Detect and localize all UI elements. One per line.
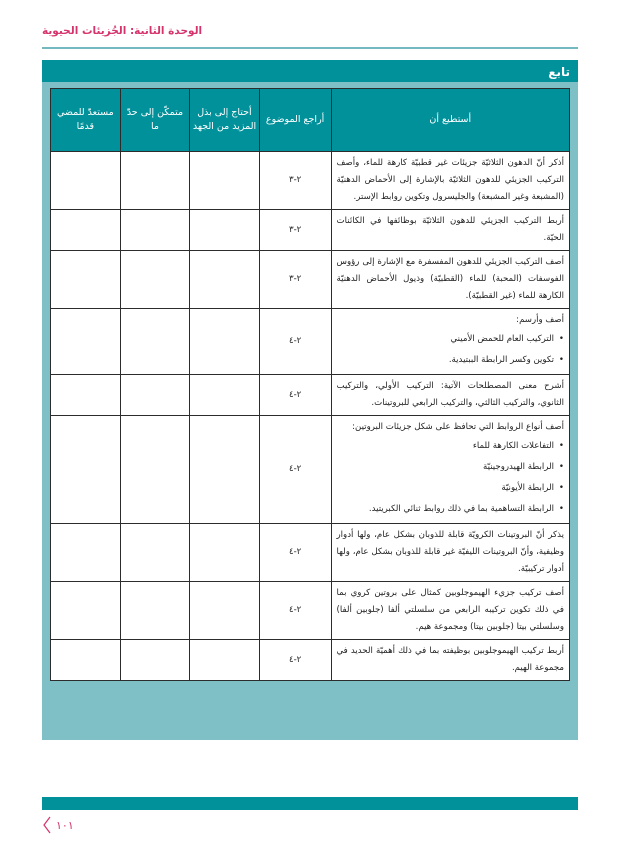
page-number: ١٠١ [56,818,74,832]
objective-cell [331,375,569,416]
table-row [51,152,570,210]
topic-reference: ٢-٤ [259,375,331,416]
somewhat-confident-checkbox-cell[interactable] [120,375,190,416]
table-row [51,640,570,681]
chevron-left-icon [42,816,52,834]
objective-cell [331,309,569,375]
panel-title: تابع [42,60,578,82]
ready-checkbox-cell[interactable] [51,152,121,210]
topic-reference: ٢-٤ [259,416,331,524]
somewhat-confident-checkbox-cell[interactable] [120,152,190,210]
objective-cell [331,251,569,309]
bullet-item: • التفاعلات الكارهة للماء [337,436,564,457]
objective-text: أصف تركيب جزيء الهيموجلوبين كمثال على بروتين كروي بما في ذلك تكوين تركيبه الرابعي من سلسلتي ألفا (جلوبين ألفا) وسلسلتي بيتا (جلوبين بيتا) ومجموعة هيم. [336,588,564,632]
need-effort-checkbox-cell[interactable] [190,375,259,416]
need-effort-checkbox-cell[interactable] [190,152,259,210]
ready-checkbox-cell[interactable] [51,582,121,640]
bullet-item: • الرابطة التساهمية بما في ذلك روابط ثنائي الكبريتيد. [337,499,564,520]
objective-cell [331,210,569,251]
column-header-somewhat-confident: متمكّن إلى حدّ ما [120,89,190,152]
bullet-item: • التركيب العام للحمض الأميني [337,329,564,350]
table-row [51,309,570,375]
footer-bar [42,797,578,810]
objective-text: يذكر أنّ البروتينات الكرويّة قابلة للذوبان بشكل عام، ولها أدوار وظيفية، وأنّ البروتينات الليفيّة غير قابلة للذوبان بشكل عام، ولها أدوار تركيبيّة. [336,530,564,574]
objective-cell [331,582,569,640]
objective-bullets [337,329,564,371]
objective-text: أصف أنواع الروابط التي تحافظ على شكل جزيئات البروتين: [352,422,564,432]
column-header-ready: مستعدّ للمضي قدمًا [51,89,121,152]
ready-checkbox-cell[interactable] [51,524,121,582]
topic-reference: ٢-٤ [259,524,331,582]
column-header-need-effort: أحتاج إلى بذل المزيد من الجهد [190,89,259,152]
need-effort-checkbox-cell[interactable] [190,309,259,375]
column-header-review: أراجع الموضوع [259,89,331,152]
table-row [51,251,570,309]
ready-checkbox-cell[interactable] [51,640,121,681]
ready-checkbox-cell[interactable] [51,375,121,416]
objective-cell [331,416,569,524]
self-assessment-panel [42,60,578,740]
table-row [51,416,570,524]
unit-title: الوحدة الثانية: الجُزيئات الحيوية [42,25,203,37]
somewhat-confident-checkbox-cell[interactable] [120,582,190,640]
table-row [51,210,570,251]
objective-bullets [337,436,564,520]
unit-header [42,25,578,37]
need-effort-checkbox-cell[interactable] [190,416,259,524]
self-assessment-table [50,88,570,681]
need-effort-checkbox-cell[interactable] [190,524,259,582]
somewhat-confident-checkbox-cell[interactable] [120,524,190,582]
somewhat-confident-checkbox-cell[interactable] [120,210,190,251]
table-row [51,582,570,640]
objective-cell [331,152,569,210]
need-effort-checkbox-cell[interactable] [190,251,259,309]
objective-text: أربط التركيب الجزيئي للدهون الثلاثيّة بوظائفها في الكائنات الحيّة. [336,216,564,243]
ready-checkbox-cell[interactable] [51,251,121,309]
objective-text: أشرح معنى المصطلحات الآتية: التركيب الأولي، والتركيب الثانوي، والتركيب الثالثي، والتركيب الرابعي للبروتينات. [336,381,564,408]
objective-cell [331,640,569,681]
objective-text: أصف التركيب الجزيئي للدهون المفسفرة مع الإشارة إلى رؤوس الفوسفات (المحبة) للماء (القطبيّة) وذيول الأحماض الدهنيّة الكارهة للماء (غير القطبيّة). [336,257,564,301]
somewhat-confident-checkbox-cell[interactable] [120,251,190,309]
bullet-item: • الرابطة الأيونيّة [337,478,564,499]
somewhat-confident-checkbox-cell[interactable] [120,309,190,375]
topic-reference: ٢-٣ [259,251,331,309]
table-row [51,375,570,416]
objective-cell [331,524,569,582]
table-header-row [51,89,570,152]
ready-checkbox-cell[interactable] [51,210,121,251]
page-number-block [42,816,74,834]
topic-reference: ٢-٣ [259,210,331,251]
bullet-item: • الرابطة الهيدروجينيّة [337,457,564,478]
ready-checkbox-cell[interactable] [51,309,121,375]
need-effort-checkbox-cell[interactable] [190,640,259,681]
topic-reference: ٢-٤ [259,640,331,681]
table-row [51,524,570,582]
topic-reference: ٢-٤ [259,582,331,640]
objective-text: أصف وأرسم: [516,315,564,325]
topic-reference: ٢-٣ [259,152,331,210]
topic-reference: ٢-٤ [259,309,331,375]
somewhat-confident-checkbox-cell[interactable] [120,640,190,681]
column-header-can: أستطيع أن [331,89,569,152]
ready-checkbox-cell[interactable] [51,416,121,524]
header-divider [42,47,578,49]
objective-text: أذكر أنّ الدهون الثلاثيّة جزيئات غير قطبيّة كارهة للماء، وأصف التركيب الجزيئي للدهون الثلاثيّة بالإشارة إلى الأحماض الدهنيّة (المشبعة وغير المشبعة) والجليسرول وتكوين روابط الإستر. [336,158,564,202]
need-effort-checkbox-cell[interactable] [190,582,259,640]
objective-text: أربط تركيب الهيموجلوبين بوظيفته بما في ذلك أهميّة الحديد في مجموعة الهيم. [336,646,564,673]
bullet-item: • تكوين وكسر الرابطة الببتيدية. [337,350,564,371]
somewhat-confident-checkbox-cell[interactable] [120,416,190,524]
need-effort-checkbox-cell[interactable] [190,210,259,251]
